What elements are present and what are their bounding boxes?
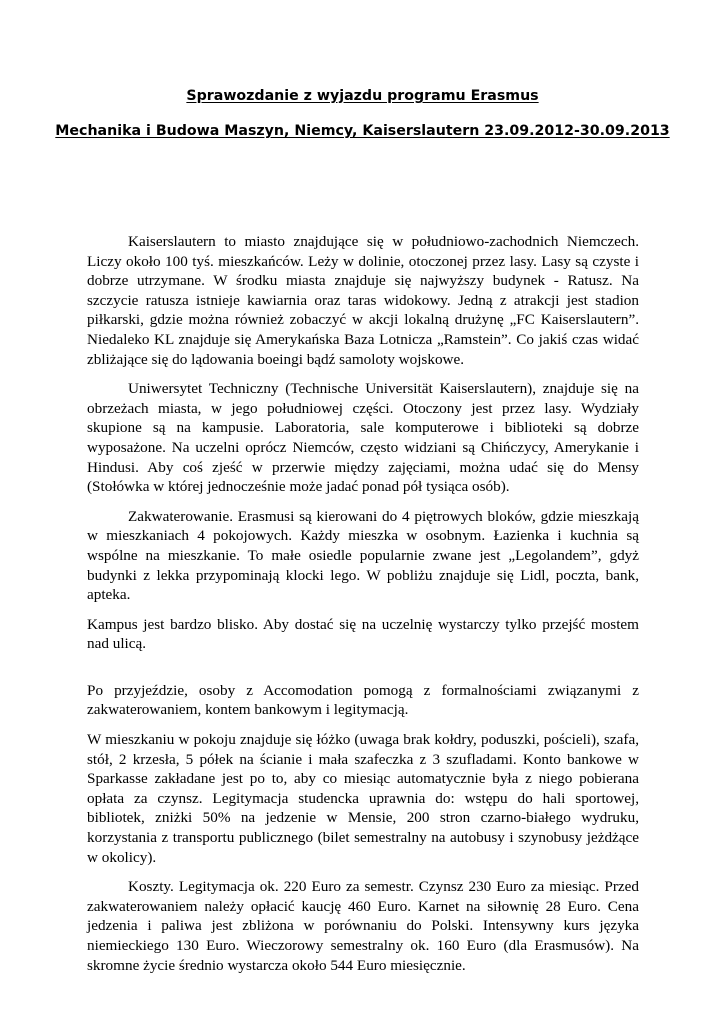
paragraph-city: Kaiserslautern to miasto znajdujące się w południowo-zachodnich Niemczech. Liczy około 100 tyś. mieszkańców. Leży w dolinie, otoczonej przez lasy. Lasy są czyste i dobrze utrzymane. W środku miasta znajduje się najwyższy budynek - Ratusz. Na szczycie ratusza istnieje kawiarnia oraz taras widokowy. Jedną z atrakcji jest stadion piłkarski, gdzie można również zobaczyć w akcji lokalną drużynę „FC Kaiserslautern”. Niedaleko KL znajduje się Amerykańska Baza Lotnicza „Ramstein”. Co jakiś czas widać zbliżające się do lądowania boeingi bądź samoloty wojskowe.: [87, 233, 639, 368]
document-body: [87, 232, 639, 985]
title-block: [0, 88, 725, 139]
paragraph-campus: Kampus jest bardzo blisko. Aby dostać się na uczelnię wystarczy tylko przejść mostem nad ulicą.: [87, 615, 639, 653]
paragraph-university: Uniwersytet Techniczny (Technische Universität Kaiserslautern), znajduje się na obrzeżach miasta, w jego południowej części. Otoczony jest przez lasy. Wydziały skupione są na kampusie. Laboratoria, sale komputerowe i biblioteki są dobrze wyposażone. Na uczelni oprócz Niemców, często widziani są Chińczycy, Amerykanie i Hindusi. Aby coś zjeść w przerwie między zajęciami, można udać się do Mensy (Stołówka w której jednocześnie może jadać ponad pół tysiąca osób).: [87, 380, 639, 496]
paragraph-arrival: Po przyjeździe, osoby z Accomodation pomogą z formalnościami związanymi z zakwaterowaniem, kontem bankowym i legitymacją.: [87, 681, 639, 719]
document-subtitle: Mechanika i Budowa Maszyn, Niemcy, Kaiserslautern 23.09.2012-30.09.2013: [55, 123, 670, 139]
paragraph-room: W mieszkaniu w pokoju znajduje się łóżko (uwaga brak kołdry, poduszki, pościeli), szafa, stół, 2 krzesła, 5 półek na ścianie i mała szafeczka z 3 szufladami. Konto bankowe w Sparkasse zakładane jest po to, aby co miesiąc automatycznie była z niego pobierana opłata za czynsz. Legitymacja studencka uprawnia do: wstępu do hali sportowej, bibliotek, zniżki 50% na jedzenie w Mensie, 200 stron czarno-białego wydruku, korzystania z transportu publicznego (bilet semestralny na autobusy i szynobusy jeżdżące w okolicy).: [87, 731, 639, 866]
paragraph-costs: Koszty. Legitymacja ok. 220 Euro za semestr. Czynsz 230 Euro za miesiąc. Przed zakwaterowaniem należy opłacić kaucję 460 Euro. Karnet na siłownię 28 Euro. Cena jedzenia i paliwa jest zbliżona w porównaniu do Polski. Intensywny kurs języka niemieckiego 130 Euro. Wieczorowy semestralny ok. 160 Euro (dla Erasmusów). Na skromne życie średnio wystarcza około 544 Euro miesięcznie.: [87, 878, 639, 974]
paragraph-accommodation: Zakwaterowanie. Erasmusi są kierowani do 4 piętrowych bloków, gdzie mieszkają w mieszkaniach 4 pokojowych. Każdy mieszka w osobnym. Łazienka i kuchnia są wspólne na mieszkanie. To małe osiedle popularnie zwane jest „Legolandem”, gdyż budynki z lekka przypominają klocki lego. W pobliżu znajduje się Lidl, poczta, bank, apteka.: [87, 507, 639, 604]
document-title: Sprawozdanie z wyjazdu programu Erasmus: [186, 88, 539, 104]
